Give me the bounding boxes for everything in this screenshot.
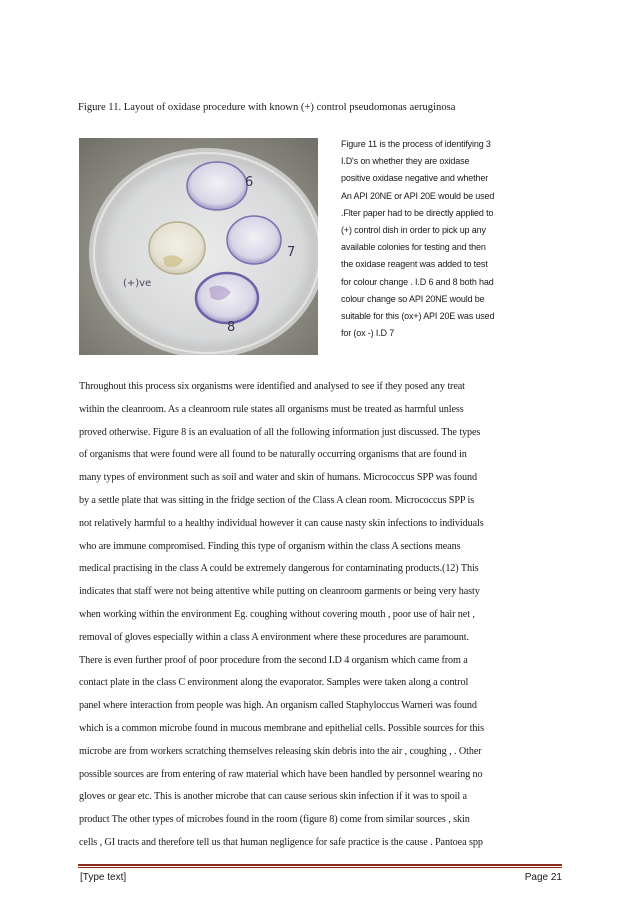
body-line: microbe are from workers scratching themselves releasing skin debris into the air , coughing , . Other — [79, 745, 482, 757]
description-line: for colour change . I.D 6 and 8 both had — [341, 276, 494, 287]
photo-label-control: (+)ve — [123, 278, 152, 289]
footer-placeholder-text: [Type text] — [80, 872, 127, 883]
body-line: when working within the environment Eg. coughing without covering mouth , poor use of hair net , — [79, 608, 475, 620]
body-line: medical practising in the class A could be extremely dangerous for contaminating products.(12) This — [79, 563, 479, 575]
figure-description — [341, 136, 546, 342]
body-line: who are immune compromised. Finding this type of organism within the class A sections means — [79, 540, 461, 552]
body-line: contact plate in the class C environment along the evaporator. Samples were taken along a control — [79, 677, 469, 689]
disc-6 — [187, 162, 247, 210]
disc-7 — [227, 216, 281, 264]
body-line: Throughout this process six organisms were identified and analysed to see if they posed any treat — [79, 381, 465, 392]
description-line: I.D's on whether they are oxidase — [341, 156, 470, 167]
body-line: There is even further proof of poor procedure from the second I.D 4 organism which came from a — [79, 654, 468, 666]
disc-8 — [196, 273, 258, 323]
petri-dish-photo — [79, 138, 318, 355]
disc-control — [149, 222, 205, 274]
figure-caption: Figure 11. Layout of oxidase procedure with known (+) control pseudomonas aeruginosa — [78, 102, 456, 113]
body-line: within the cleanroom. As a cleanroom rule states all organisms must be treated as harmful unless — [79, 403, 464, 415]
description-line: .Flter paper had to be directly applied to — [341, 207, 494, 218]
body-line: many types of environment such as soil and water and skin of humans. Micrococcus SPP was found — [79, 472, 477, 484]
body-line: by a settle plate that was sitting in the fridge section of the Class A clean room. Micrococcus SPP is — [79, 494, 475, 506]
description-line: available colonies for testing and then — [341, 242, 486, 253]
description-line: (+) control dish in order to pick up any — [341, 224, 486, 235]
description-line: An API 20NE or API 20E would be used — [341, 190, 495, 201]
footer-rule-thin — [78, 867, 562, 868]
body-line: removal of gloves especially within a class A environment where these procedures are paramount. — [79, 631, 469, 643]
description-line: positive oxidase negative and whether — [341, 173, 489, 184]
body-line: product The other types of microbes found in the room (figure 8) come from similar sources , skin — [79, 814, 470, 826]
body-line: not relatively harmful to a healthy individual however it can cause nasty skin infections to individuals — [79, 517, 484, 529]
photo-label-6: 6 — [245, 175, 254, 190]
description-line: Figure 11 is the process of identifying 3 — [341, 139, 491, 149]
body-line: gloves or gear etc. This is another microbe that can cause serious skin infection if it was to spoil a — [79, 791, 467, 803]
body-line: panel where interaction from people was high. An organism called Staphyloccus Warneri was found — [79, 700, 477, 712]
body-line: cells , GI tracts and therefore tell us that human negligence for safe practice is the cause . Pantoea spp — [79, 836, 483, 848]
description-line: the oxidase reagent was added to test — [341, 259, 488, 270]
photo-label-7: 7 — [287, 245, 296, 260]
footer-rule — [78, 864, 562, 866]
body-line: possible sources are from entering of raw material which have been handled by personnel wearing no — [79, 768, 483, 780]
description-line: for (ox -) I.D 7 — [341, 328, 395, 339]
photo-label-8: 8 — [227, 320, 236, 335]
body-paragraph — [79, 376, 569, 855]
body-line: which is a common microbe found in mucous membrane and epithelial cells. Possible sources for this — [79, 722, 484, 734]
description-line: colour change so API 20NE would be — [341, 293, 485, 304]
body-line: indicates that staff were not being attentive while putting on cleanroom garments or being very hasty — [79, 586, 480, 598]
body-line: proved otherwise. Figure 8 is an evaluation of all the following information just discussed. The types — [79, 426, 481, 438]
page-number: Page 21 — [524, 872, 562, 883]
description-line: suitable for this (ox+) API 20E was used — [341, 310, 495, 321]
body-line: of organisms that were found were all found to be naturally occurring organisms that are found in — [79, 449, 467, 461]
